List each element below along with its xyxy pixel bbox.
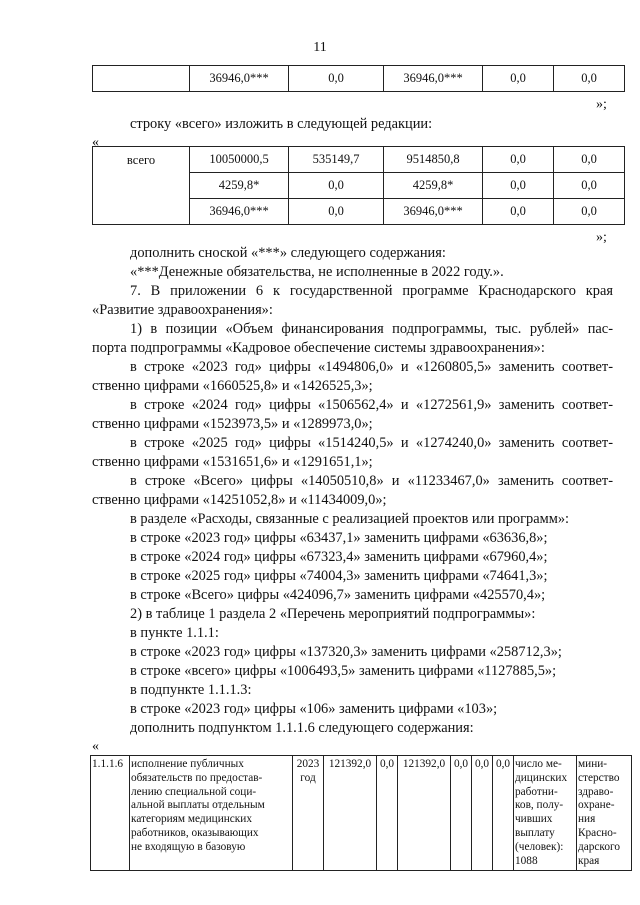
opening-quote: « bbox=[92, 135, 99, 150]
measure-total: 121392,0 bbox=[324, 756, 377, 871]
text-line: стерство bbox=[578, 771, 620, 784]
table-cell: 0,0 bbox=[554, 173, 625, 199]
measure-table bbox=[90, 755, 632, 871]
table-cell: 0,0 bbox=[483, 147, 554, 173]
measure-year bbox=[293, 756, 324, 871]
table-cell: 0,0 bbox=[289, 66, 384, 92]
closing-quote: »; bbox=[596, 97, 607, 112]
text-line: дополнить сноской «***» следующего содержания: bbox=[130, 245, 446, 261]
table-cell: 36946,0*** bbox=[190, 199, 289, 225]
table-cell: 0,0 bbox=[483, 199, 554, 225]
text-line: охране- bbox=[578, 799, 615, 812]
table-cell: 0,0 bbox=[483, 173, 554, 199]
text-line: ков, полу- bbox=[515, 799, 564, 812]
text-line: дополнить подпунктом 1.1.1.6 следующего содержания: bbox=[130, 720, 474, 736]
text-line: в разделе «Расходы, связанные с реализацией проектов или программ»: bbox=[130, 511, 570, 527]
measure-regional: 121392,0 bbox=[398, 756, 451, 871]
table-cell: 535149,7 bbox=[289, 147, 384, 173]
measure-local: 0,0 bbox=[451, 756, 472, 871]
text-line: в строке «2024 год» цифры «1506562,4» и «1272561,9» заменить соответ- bbox=[130, 397, 613, 413]
text-line: 1088 bbox=[515, 854, 538, 867]
table-cell-label bbox=[93, 66, 190, 92]
measure-extra: 0,0 bbox=[493, 756, 514, 871]
text-line: год bbox=[300, 771, 316, 784]
table-cell: 4259,8* bbox=[384, 173, 483, 199]
financing-table-total bbox=[92, 146, 625, 225]
text-line: выплату bbox=[515, 826, 555, 839]
text-line: ственно цифрами «1531651,6» и «1291651,1»; bbox=[92, 454, 373, 470]
text-line: в строке «Всего» цифры «424096,7» заменить цифрами «425570,4»; bbox=[130, 587, 546, 603]
text-line: ственно цифрами «14251052,8» и «11434009,0»; bbox=[92, 492, 387, 508]
page-number: 11 bbox=[313, 40, 327, 55]
text-line: ния bbox=[578, 813, 596, 826]
total-label: всего bbox=[93, 147, 190, 225]
table-row bbox=[93, 147, 625, 173]
text-line: лению специальной соци- bbox=[131, 785, 257, 798]
table-cell: 0,0 bbox=[554, 199, 625, 225]
instruction-line: строку «всего» изложить в следующей редакции: bbox=[130, 116, 433, 132]
text-line: в строке «2025 год» цифры «74004,3» заменить цифрами «74641,3»; bbox=[130, 568, 548, 584]
measure-number bbox=[91, 756, 130, 871]
measure-result bbox=[514, 756, 577, 871]
table-cell: 36946,0*** bbox=[384, 199, 483, 225]
measure-other: 0,0 bbox=[472, 756, 493, 871]
text-line: обязательств по предостав- bbox=[131, 771, 263, 784]
measure-name bbox=[130, 756, 293, 871]
text-line: в строке «2023 год» цифры «1494806,0» и «1260805,5» заменить соответ- bbox=[130, 359, 613, 375]
text-line: не входящую в базовую bbox=[131, 840, 246, 853]
table-cell: 4259,8* bbox=[190, 173, 289, 199]
text-line: альной выплаты отдельным bbox=[131, 799, 265, 812]
text-line: работни- bbox=[515, 785, 558, 798]
closing-quote: »; bbox=[596, 230, 607, 245]
opening-quote: « bbox=[92, 739, 99, 754]
text-line: работников, оказывающих bbox=[131, 826, 259, 839]
table-cell: 0,0 bbox=[289, 199, 384, 225]
text-line: 2023 bbox=[296, 758, 320, 770]
table-cell: 0,0 bbox=[289, 173, 384, 199]
text-line: в строке «2025 год» цифры «1514240,5» и «1274240,0» заменить соответ- bbox=[130, 435, 613, 451]
measure-federal: 0,0 bbox=[377, 756, 398, 871]
text-line: 1) в позиции «Объем финансирования подпрограммы, тыс. рублей» пас- bbox=[130, 321, 613, 337]
text-line: порта подпрограммы «Кадровое обеспечение системы здравоохранения»: bbox=[92, 340, 545, 356]
text-line: число ме- bbox=[515, 758, 562, 770]
text-line: в подпункте 1.1.1.3: bbox=[130, 682, 252, 698]
table-cell: 36946,0*** bbox=[384, 66, 483, 92]
measure-executor bbox=[577, 756, 632, 871]
text-line: «Развитие здравоохранения»: bbox=[92, 302, 273, 318]
text-line: в строке «2023 год» цифры «106» заменить цифрами «103»; bbox=[130, 701, 498, 717]
table-row bbox=[91, 756, 632, 871]
financing-table-top bbox=[92, 65, 625, 92]
text-line: в строке «2023 год» цифры «137320,3» заменить цифрами «258712,3»; bbox=[130, 644, 562, 660]
text-line: в пункте 1.1.1: bbox=[130, 625, 219, 641]
text-line: края bbox=[578, 854, 600, 867]
text-line: в строке «2024 год» цифры «67323,4» заменить цифрами «67960,4»; bbox=[130, 549, 548, 565]
text-line: в строке «2023 год» цифры «63437,1» заменить цифрами «63636,8»; bbox=[130, 530, 548, 546]
text-line: в строке «Всего» цифры «14050510,8» и «11233467,0» заменить соответ- bbox=[130, 473, 613, 489]
text-line: здраво- bbox=[578, 785, 614, 798]
text-line: 2) в таблице 1 раздела 2 «Перечень мероприятий подпрограммы»: bbox=[130, 606, 536, 622]
text-line: мини- bbox=[578, 758, 608, 770]
text-line: категориям медицинских bbox=[131, 813, 252, 826]
table-cell: 9514850,8 bbox=[384, 147, 483, 173]
text-line: (человек): bbox=[515, 840, 564, 853]
text-line: чивших bbox=[515, 813, 553, 826]
text-line: 7. В приложении 6 к государственной программе Краснодарского края bbox=[130, 283, 613, 299]
table-cell: 0,0 bbox=[554, 66, 625, 92]
text-line: ственно цифрами «1660525,8» и «1426525,3»; bbox=[92, 378, 373, 394]
table-cell: 0,0 bbox=[483, 66, 554, 92]
text-line: «***Денежные обязательства, не исполненные в 2022 году.». bbox=[130, 264, 504, 280]
text-line: Красно- bbox=[578, 826, 617, 839]
text-line: ственно цифрами «1523973,5» и «1289973,0»; bbox=[92, 416, 373, 432]
text-line: в строке «всего» цифры «1006493,5» заменить цифрами «1127885,5»; bbox=[130, 663, 557, 679]
text-line: дицинских bbox=[515, 771, 568, 784]
text-line: исполнение публичных bbox=[131, 758, 244, 770]
table-cell: 10050000,5 bbox=[190, 147, 289, 173]
table-row bbox=[93, 66, 625, 92]
text-line: дарского bbox=[578, 840, 620, 853]
table-cell: 0,0 bbox=[554, 147, 625, 173]
table-cell: 36946,0*** bbox=[190, 66, 289, 92]
measure-number-text: 1.1.1.6 bbox=[92, 758, 124, 770]
